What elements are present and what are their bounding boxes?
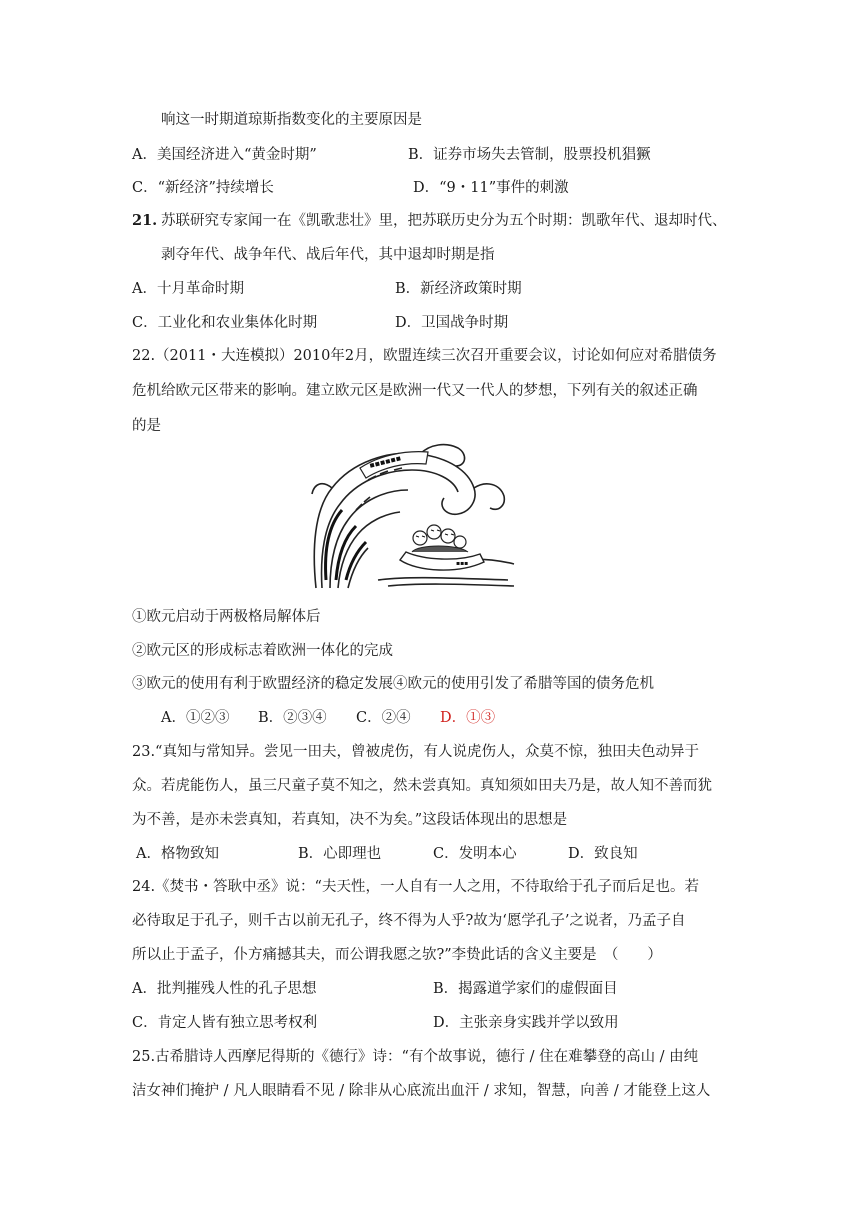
q21-line-1: 苏联研究专家闻一在《凯歌悲壮》里，把苏联历史分为五个时期：凯歌年代、退却时代、 [161, 213, 727, 229]
q25-line-2: 洁女神们掩护 / 凡人眼睛看不见 / 除非从心底流出血汗 / 求知，智慧，向善 / 才能登上这人 [132, 1083, 711, 1099]
q24-line-1: 24.《焚书・答耿中丞》说：“夫天性，一人自有一人之用，不待取给于孔子而后足也。若 [132, 879, 699, 895]
q23-option-b: B．心即理也 [298, 846, 382, 862]
q22-statement-1: ①欧元启动于两极格局解体后 [132, 609, 321, 625]
q23-option-a: A．格物致知 [136, 846, 219, 862]
q22-line-3: 的是 [132, 418, 161, 434]
q25-line-1: 25.古希腊诗人西摩尼得斯的《德行》诗：“有个故事说，德行 / 住在难攀登的高山 / 由纯 [132, 1049, 699, 1065]
q21-line-2: 剥夺年代、战争年代、战后年代，其中退却时期是指 [161, 247, 495, 263]
q20-option-b: B．证券市场失去管制，股票投机猖獗 [408, 147, 651, 163]
q23-line-2: 众。若虎能伤人，虽三尺童子莫不知之，然未尝真知。真知须如田夫乃是，故人知不善而犹 [132, 778, 712, 794]
q24-line-3: 所以止于孟子，仆方痛撼其夫，而公谓我愿之欤?”李贽此话的含义主要是 （ ） [132, 947, 662, 963]
q21-option-d: D．卫国战争时期 [395, 315, 509, 331]
q20-option-d: D．“9・11”事件的刺激 [413, 180, 569, 196]
q23-option-c: C．发明本心 [433, 846, 517, 862]
q23-line-1: 23.“真知与常知异。尝见一田夫，曾被虎伤，有人说虎伤人，众莫不惊，独田夫色动异于 [132, 744, 699, 760]
q21-option-b: B．新经济政策时期 [395, 281, 522, 297]
q21-option-c: C．工业化和农业集体化时期 [132, 315, 318, 331]
q23-option-d: D．致良知 [568, 846, 638, 862]
q23-line-3: 为不善，是亦未尝真知，若真知，决不为矣。”这段话体现出的思想是 [132, 812, 568, 828]
q22-statement-2: ②欧元区的形成标志着欧洲一体化的完成 [132, 643, 393, 659]
q21-option-a: A．十月革命时期 [132, 281, 244, 297]
q24-line-2: 必待取足于孔子，则千古以前无孔子，终不得为人乎?故为‘愿学孔子’之说者，乃孟子自 [132, 913, 686, 929]
q24-option-b: B．揭露道学家们的虚假面目 [433, 981, 618, 997]
svg-text:▪▪▪▪▪▪: ▪▪▪▪▪▪ [368, 453, 403, 470]
q24-option-c: C．肯定人皆有独立思考权利 [132, 1015, 318, 1031]
q22-option-a: A．①②③ [161, 710, 230, 726]
q22-line-1: 22.（2011・大连模拟）2010年2月，欧盟连续三次召开重要会议，讨论如何应对希腊债务 [132, 348, 717, 364]
q24-option-a: A．批判摧残人性的孔子思想 [132, 981, 317, 997]
svg-text:▪▪▪: ▪▪▪ [456, 560, 469, 567]
euro-debt-wave-cartoon [308, 440, 520, 590]
q22-option-c: C．②④ [356, 710, 411, 726]
q22-line-2: 危机给欧元区带来的影响。建立欧元区是欧洲一代又一代人的梦想，下列有关的叙述正确 [132, 383, 698, 399]
q22-statement-3: ③欧元的使用有利于欧盟经济的稳定发展④欧元的使用引发了希腊等国的债务危机 [132, 676, 654, 692]
q24-option-d: D．主张亲身实践并学以致用 [433, 1015, 619, 1031]
q20-stem-end: 响这一时期道琼斯指数变化的主要原因是 [161, 112, 422, 128]
q20-option-a: A．美国经济进入“黄金时期” [132, 147, 317, 163]
q22-option-d-answer: D．①③ [440, 710, 496, 726]
q21-number: 21. [132, 212, 158, 229]
q22-option-b: B．②③④ [258, 710, 327, 726]
q20-option-c: C．“新经济”持续增长 [132, 180, 274, 196]
